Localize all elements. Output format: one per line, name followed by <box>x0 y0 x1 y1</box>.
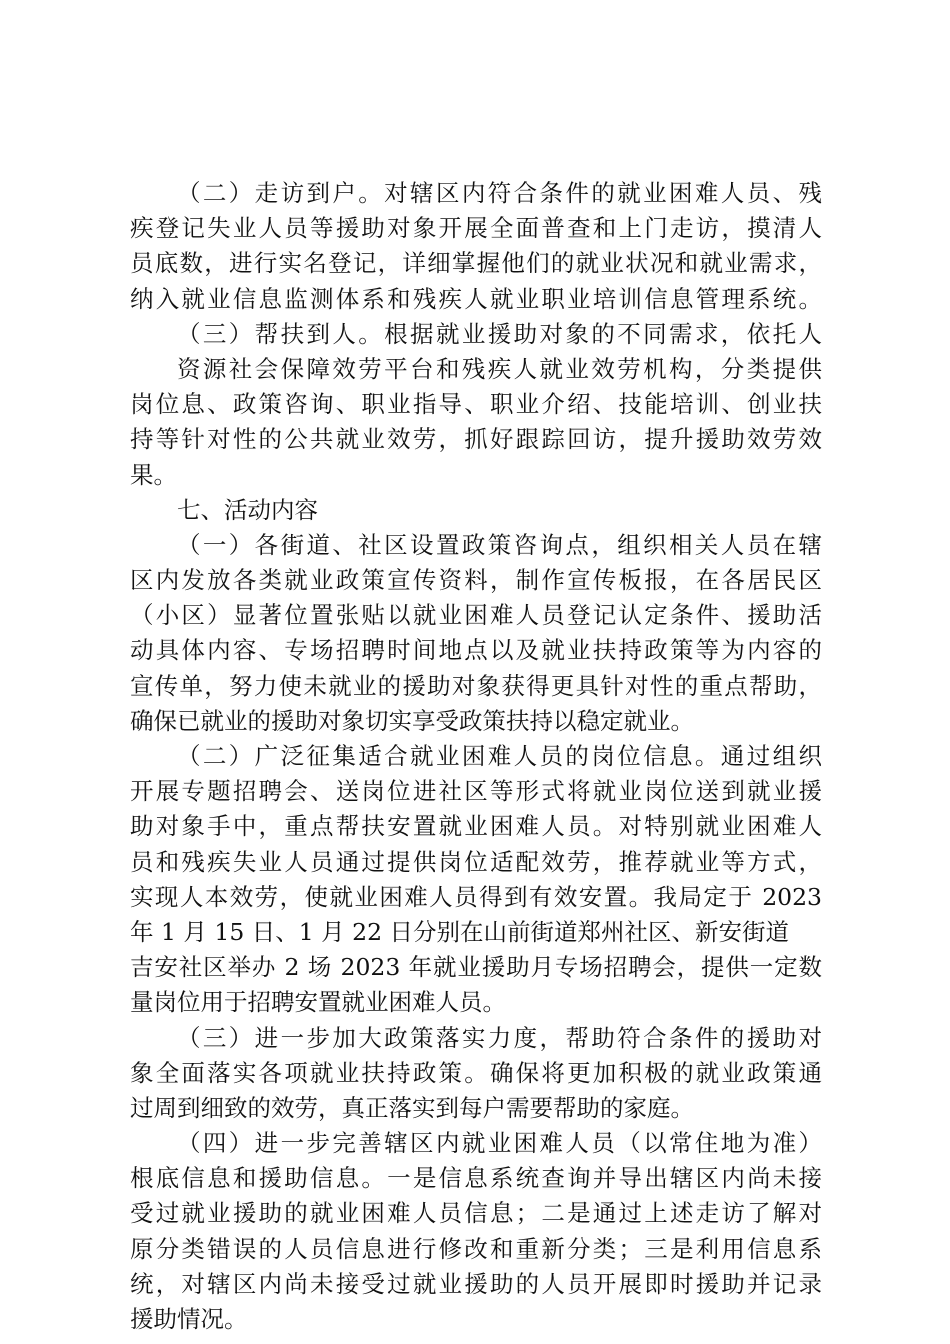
text-line: 年 1 月 15 日、1 月 22 日分别在山前街道郑州社区、新安街道 <box>130 917 789 946</box>
text-line: （二）广泛征集适合就业困难人员的岗位信息。通过组织 <box>177 742 822 770</box>
text-line: 动具体内容、专场招聘时间地点以及就业扶持政策等为内容的 <box>130 636 822 665</box>
text-line: 助对象手中，重点帮扶安置就业困难人员。对特别就业困难人 <box>130 812 822 841</box>
text-line: 疾登记失业人员等援助对象开展全面普查和上门走访，摸清人 <box>130 214 822 243</box>
text-line: 开展专题招聘会、送岗位进社区等形式将就业岗位送到就业援 <box>130 777 822 806</box>
text-line: （四）进一步完善辖区内就业困难人员（以常住地为准） <box>177 1129 822 1158</box>
text-line: 量岗位用于招聘安置就业困难人员。 <box>130 988 506 1017</box>
text-line: 吉安社区举办 2 场 2023 年就业援助月专场招聘会，提供一定数 <box>130 953 822 982</box>
text-line: 原分类错误的人员信息进行修改和重新分类；三是利用信息系 <box>130 1234 822 1263</box>
text-line: 资源社会保障效劳平台和残疾人就业效劳机构，分类提供 <box>177 354 822 383</box>
section-heading: 七、活动内容 <box>177 495 318 524</box>
text-line: 果。 <box>130 460 177 489</box>
document-page <box>130 176 822 1337</box>
text-line: （三）进一步加大政策落实力度，帮助符合条件的援助对 <box>177 1023 822 1052</box>
text-line: 统，对辖区内尚未接受过就业援助的人员开展即时援助并记录 <box>130 1269 822 1298</box>
text-line: 员底数，进行实名登记，详细掌握他们的就业状况和就业需求， <box>130 249 822 278</box>
text-line: 过周到细致的效劳，真正落实到每户需要帮助的家庭。 <box>130 1093 694 1122</box>
text-line: （小区）显著位置张贴以就业困难人员登记认定条件、援助活 <box>130 601 822 630</box>
text-line: 根底信息和援助信息。一是信息系统查询并导出辖区内尚未接 <box>130 1164 822 1193</box>
text-line: （一）各街道、社区设置政策咨询点，组织相关人员在辖 <box>177 530 822 559</box>
text-line: 纳入就业信息监测体系和残疾人就业职业培训信息管理系统。 <box>130 284 822 313</box>
text-line: 宣传单，努力使未就业的援助对象获得更具针对性的重点帮助， <box>130 671 822 700</box>
text-line: 援助情况。 <box>130 1305 248 1333</box>
text-line: 持等针对性的公共就业效劳，抓好跟踪回访，提升援助效劳效 <box>130 425 822 454</box>
text-line: 受过就业援助的就业困难人员信息；二是通过上述走访了解对 <box>130 1199 822 1228</box>
text-line: （二）走访到户。对辖区内符合条件的就业困难人员、残 <box>177 179 822 207</box>
text-line: 区内发放各类就业政策宣传资料，制作宣传板报，在各居民区 <box>130 566 822 595</box>
text-line: 岗位息、政策咨询、职业指导、职业介绍、技能培训、创业扶 <box>130 390 822 419</box>
text-line: 确保已就业的援助对象切实享受政策扶持以稳定就业。 <box>130 706 694 735</box>
text-line: 实现人本效劳，使就业困难人员得到有效安置。我局定于 2023 <box>130 882 822 911</box>
text-line: 员和残疾失业人员通过提供岗位适配效劳，推荐就业等方式， <box>130 847 822 876</box>
text-line: 象全面落实各项就业扶持政策。确保将更加积极的就业政策通 <box>130 1058 822 1087</box>
text-line: （三）帮扶到人。根据就业援助对象的不同需求，依托人 <box>177 319 822 348</box>
